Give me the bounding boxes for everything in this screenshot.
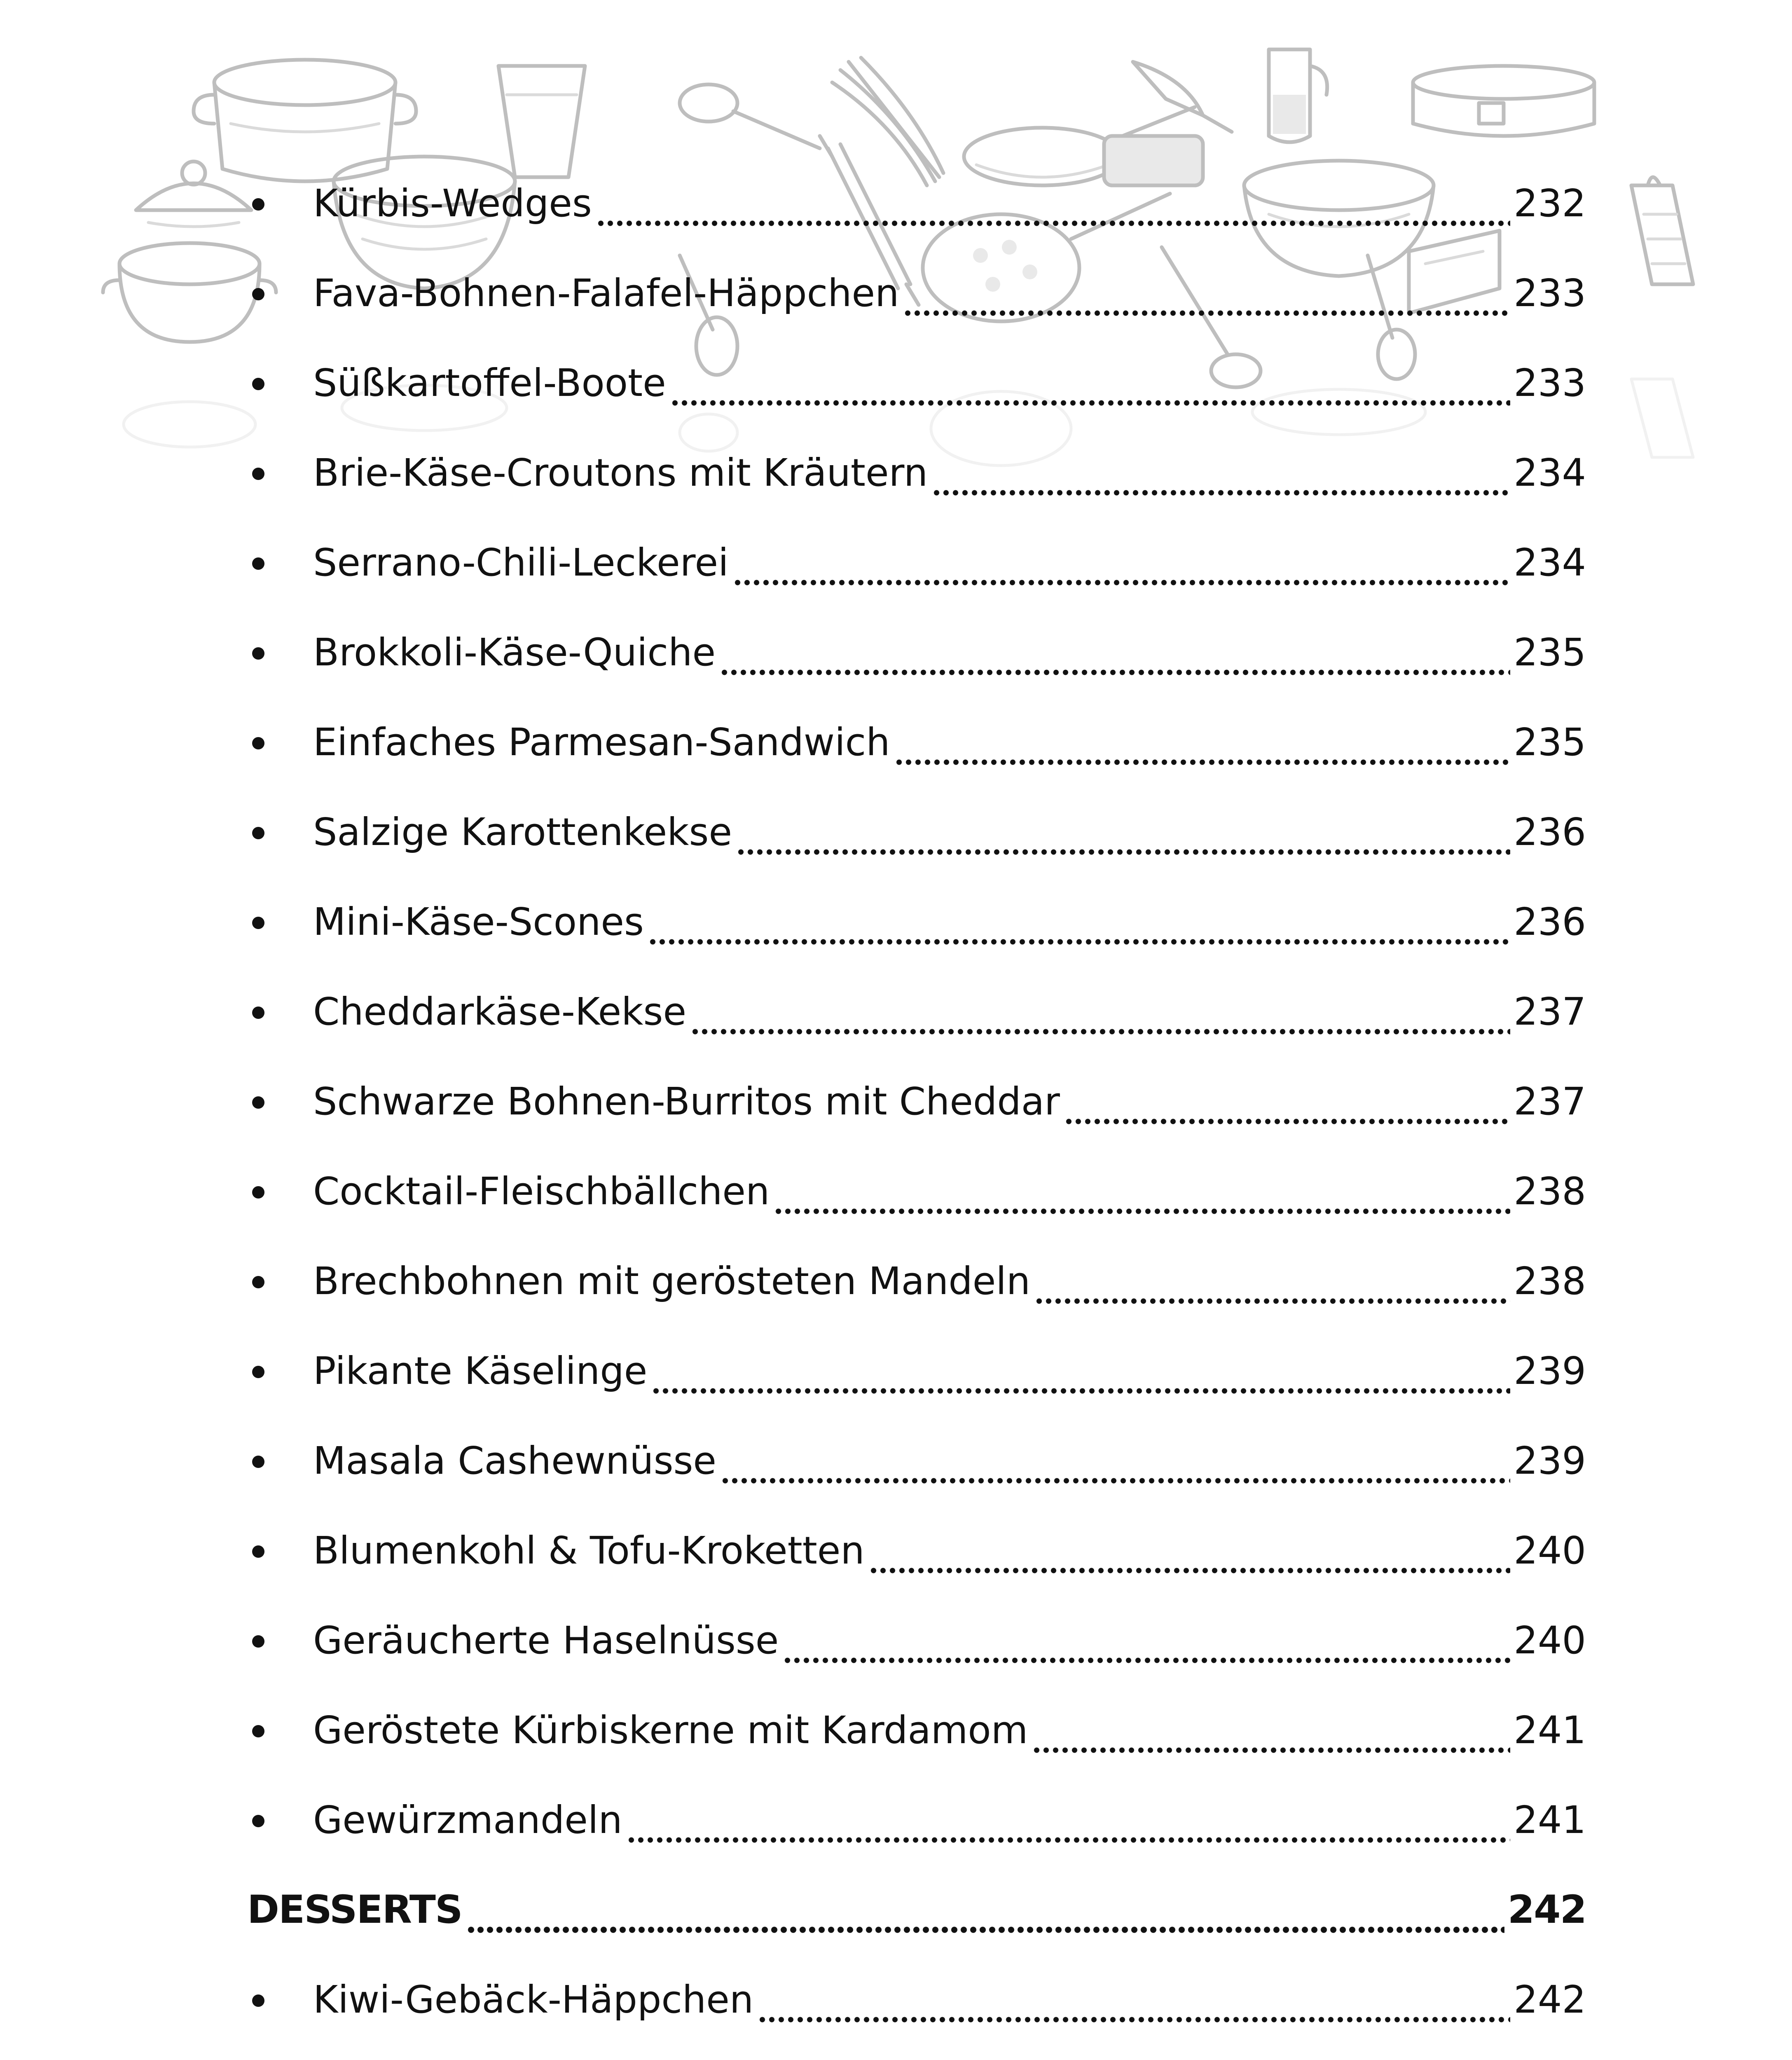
toc-entry-title: Masala Cashewnüsse (313, 1439, 717, 1483)
jug-icon (1269, 49, 1327, 142)
dot-leader (733, 548, 1511, 586)
toc-page-number: 237 (1514, 990, 1586, 1034)
toc-page-number: 232 (1514, 181, 1586, 225)
dot-leader (774, 1177, 1510, 1215)
toc-entry-title: Kiwi-Gebäck-Häppchen (313, 1978, 754, 2022)
toc-page-number: 235 (1514, 630, 1586, 674)
toc-page-number: 234 (1514, 451, 1586, 495)
toc-entry-row[interactable] (247, 1775, 1586, 1865)
bullet-icon (252, 288, 264, 300)
bullet-icon (252, 917, 264, 929)
toc-entry-title: Einfaches Parmesan-Sandwich (313, 720, 890, 764)
dot-leader (466, 1895, 1504, 1933)
toc-entry-row[interactable] (247, 159, 1586, 248)
toc-entry-row[interactable] (247, 787, 1586, 877)
toc-entry-row[interactable] (247, 1596, 1586, 1685)
toc-page-number: 233 (1514, 271, 1586, 315)
toc-section-title: DESSERTS (247, 1887, 462, 1932)
toc-page-number: 242 (1507, 1887, 1586, 1932)
toc-entry-title: Salzige Karottenkekse (313, 810, 732, 854)
dot-leader (627, 1805, 1511, 1843)
cake-tin-icon (1413, 66, 1594, 136)
toc-entry-title: Gewürzmandeln (313, 1798, 622, 1842)
toc-entry-title: Blumenkohl & Tofu-Kroketten (313, 1529, 865, 1573)
bullet-icon (252, 737, 264, 749)
toc-entry-row[interactable] (247, 967, 1586, 1057)
toc-page-number: 238 (1514, 1169, 1586, 1213)
toc-entry-title: Cheddarkäse-Kekse (313, 990, 687, 1034)
dot-leader (596, 189, 1511, 227)
spoon-icon (680, 84, 820, 148)
dot-leader (736, 817, 1510, 855)
toc-page-number: 239 (1514, 1439, 1586, 1483)
dot-leader (758, 1985, 1510, 2023)
toc-entry-row[interactable] (247, 248, 1586, 338)
bullet-icon (252, 557, 264, 570)
toc-page-number: 236 (1514, 810, 1586, 854)
toc-page-number: 237 (1514, 1079, 1586, 1124)
toc-entry-title: Serrano-Chili-Leckerei (313, 541, 729, 585)
dot-leader (869, 1536, 1511, 1574)
dot-leader (690, 997, 1510, 1035)
toc-entry-title: Geräucherte Haselnüsse (313, 1618, 779, 1662)
toc-page-number: 239 (1514, 1349, 1586, 1393)
bullet-icon (252, 1186, 264, 1199)
bullet-icon (252, 1366, 264, 1378)
bullet-icon (252, 1994, 264, 2007)
toc-page-number: 241 (1514, 1708, 1586, 1752)
dot-leader (651, 1356, 1510, 1394)
toc-entry-row[interactable] (247, 338, 1586, 428)
toc-entry-title: Süßkartoffel-Boote (313, 361, 666, 405)
toc-entry-row[interactable] (247, 1236, 1586, 1326)
bullet-icon (252, 1635, 264, 1648)
toc-entry-row[interactable] (247, 2045, 1586, 2060)
toc-entry-title: Fava-Bohnen-Falafel-Häppchen (313, 271, 899, 315)
toc-page-number: 241 (1514, 1798, 1586, 1842)
bullet-icon (252, 1725, 264, 1737)
dot-leader (1064, 1087, 1510, 1125)
dot-leader (720, 638, 1510, 676)
toc-entry-row[interactable] (247, 608, 1586, 698)
toc-entry-row[interactable] (247, 1955, 1586, 2045)
dot-leader (783, 1626, 1510, 1664)
bullet-icon (252, 1096, 264, 1109)
bullet-icon (252, 468, 264, 480)
dot-leader (894, 728, 1511, 765)
toc-entry-row[interactable] (247, 428, 1586, 518)
toc-entry-title: Pikante Käselinge (313, 1349, 648, 1393)
bullet-icon (252, 1276, 264, 1288)
bullet-icon (252, 198, 264, 211)
bullet-icon (252, 1815, 264, 1827)
dot-leader (721, 1446, 1510, 1484)
bullet-icon (252, 1545, 264, 1558)
dot-leader (670, 368, 1511, 406)
toc-entry-row[interactable] (247, 1416, 1586, 1506)
toc-entry-title: Brechbohnen mit gerösteten Mandeln (313, 1259, 1031, 1303)
toc-entry-title: Cocktail-Fleischbällchen (313, 1169, 770, 1213)
dot-leader (1034, 1266, 1510, 1304)
toc-section-row[interactable] (247, 1865, 1586, 1955)
dot-leader (1032, 1716, 1510, 1753)
bullet-icon (252, 378, 264, 390)
toc-entry-title: Brie-Käse-Croutons mit Kräutern (313, 451, 928, 495)
knife-icon (1133, 62, 1232, 132)
toc-entry-row[interactable] (247, 877, 1586, 967)
toc-page-number: 233 (1514, 361, 1586, 405)
toc-page-number: 238 (1514, 1259, 1586, 1303)
toc-entry-row[interactable] (247, 1057, 1586, 1147)
dot-leader (903, 279, 1510, 316)
bullet-icon (252, 827, 264, 839)
table-of-contents (247, 159, 1586, 2060)
dot-leader (648, 907, 1510, 945)
toc-entry-row[interactable] (247, 698, 1586, 787)
toc-page-number: 235 (1514, 720, 1586, 764)
toc-page-number: 234 (1514, 541, 1586, 585)
toc-entry-row[interactable] (247, 1685, 1586, 1775)
toc-entry-row[interactable] (247, 1506, 1586, 1596)
dot-leader (932, 458, 1510, 496)
bullet-icon (252, 647, 264, 660)
toc-entry-title: Mini-Käse-Scones (313, 900, 644, 944)
toc-page-number: 240 (1514, 1618, 1586, 1662)
grater-icon (1631, 177, 1693, 284)
toc-entry-title: Schwarze Bohnen-Burritos mit Cheddar (313, 1079, 1060, 1124)
toc-entry-title: Kürbis-Wedges (313, 181, 592, 225)
toc-entry-row[interactable] (247, 1326, 1586, 1416)
toc-page-number: 242 (1514, 1978, 1586, 2022)
bullet-icon (252, 1007, 264, 1019)
toc-page-number: 236 (1514, 900, 1586, 944)
toc-entry-row[interactable] (247, 518, 1586, 608)
toc-page-number: 240 (1514, 1529, 1586, 1573)
toc-entry-title: Brokkoli-Käse-Quiche (313, 630, 716, 674)
toc-entry-title: Geröstete Kürbiskerne mit Kardamom (313, 1708, 1028, 1752)
toc-entry-row[interactable] (247, 1147, 1586, 1236)
bullet-icon (252, 1456, 264, 1468)
